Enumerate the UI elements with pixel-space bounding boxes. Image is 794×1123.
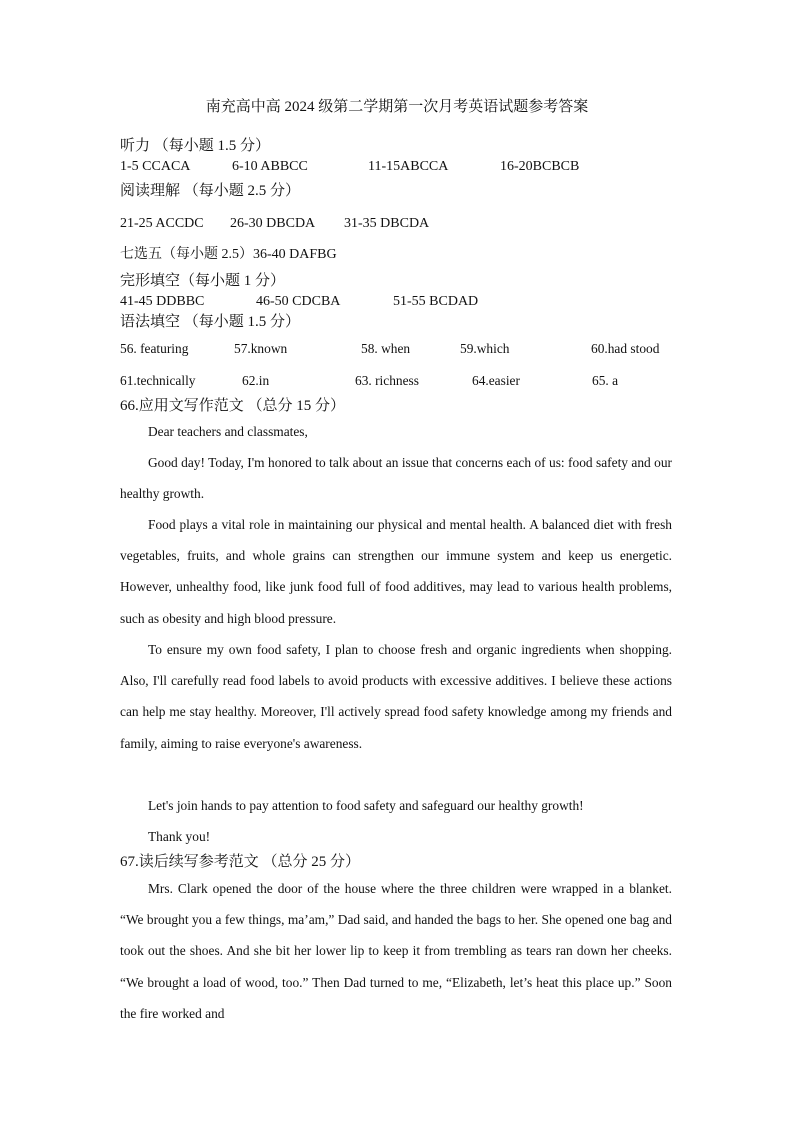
grammar-answer: 60.had stood xyxy=(591,341,660,356)
answer-group: 26-30 DBCDA xyxy=(230,216,316,231)
grammar-answer: 64.easier xyxy=(472,373,520,388)
grammar-answer: 63. richness xyxy=(355,373,419,388)
grammar-answer: 59.which xyxy=(460,341,510,356)
answer-group: 1-5 CCACA xyxy=(120,159,191,174)
reading-heading: 阅读理解 （每小题 2.5 分） xyxy=(120,183,301,199)
answer-group: 46-50 CDCBA xyxy=(256,294,341,309)
answer-group: 31-35 DBCDA xyxy=(344,216,430,231)
essay-paragraph: To ensure my own food safety, I plan to choose fresh and organic ingredients when shopping. Also, I'll carefully read food labels to avoid products with excessive additives. I believe these actions can help me stay healthy. Moreover, I'll actively spread food safety knowledge among my friends and family, aiming to raise everyone's awareness. xyxy=(120,642,672,751)
story-paragraph: Mrs. Clark opened the door of the house where the three children were wrapped in a blanket. “We brought you a few things, ma’am,” Dad said, and handed the bags to her. She opened one bag and took out the shoes. And she bit her lower lip to keep it from trembling as tears ran down her cheeks. “We brought a load of wood, too.” Then Dad turned to me, “Elizabeth, let’s heat this place up.” Soon the fire worked and xyxy=(120,881,672,1021)
answer-group: 51-55 BCDAD xyxy=(393,294,479,309)
page-title: 南充高中高 2024 级第二学期第一次月考英语试题参考答案 xyxy=(205,99,589,115)
letter-closing: Thank you! xyxy=(148,829,211,844)
grammar-answer: 57.known xyxy=(234,341,288,356)
answer-group: 6-10 ABBCC xyxy=(232,159,308,174)
grammar-answer: 62.in xyxy=(242,373,270,388)
answer-group: 16-20BCBCB xyxy=(500,159,580,174)
writing-67-heading: 67.读后续写参考范文 （总分 25 分） xyxy=(120,854,361,870)
writing-66-heading: 66.应用文写作范文 （总分 15 分） xyxy=(120,398,346,414)
grammar-heading: 语法填空 （每小题 1.5 分） xyxy=(120,314,301,330)
listening-heading: 听力 （每小题 1.5 分） xyxy=(120,138,271,154)
letter-greeting: Dear teachers and classmates, xyxy=(148,424,308,439)
essay-paragraph: Let's join hands to pay attention to food safety and safeguard our healthy growth! xyxy=(148,798,584,813)
answer-group: 11-15ABCCA xyxy=(368,159,449,174)
seven-choose-five: 七选五（每小题 2.5）36-40 DAFBG xyxy=(120,247,337,262)
answer-group: 41-45 DDBBC xyxy=(120,294,205,309)
grammar-answer: 58. when xyxy=(361,341,411,356)
grammar-answer: 61.technically xyxy=(120,373,196,388)
essay-paragraph: Food plays a vital role in maintaining our physical and mental health. A balanced diet with fresh vegetables, fruits, and whole grains can strengthen our immune system and keep us energetic. However, unhealthy food, like junk food full of food additives, may lead to various health problems, such as obesity and high blood pressure. xyxy=(120,517,672,626)
answer-group: 21-25 ACCDC xyxy=(120,216,204,231)
essay-paragraph: Good day! Today, I'm honored to talk about an issue that concerns each of us: food safety and our healthy growth. xyxy=(120,455,672,502)
grammar-answer: 65. a xyxy=(592,373,619,388)
cloze-heading: 完形填空（每小题 1 分） xyxy=(120,273,286,289)
grammar-answer: 56. featuring xyxy=(120,341,189,356)
